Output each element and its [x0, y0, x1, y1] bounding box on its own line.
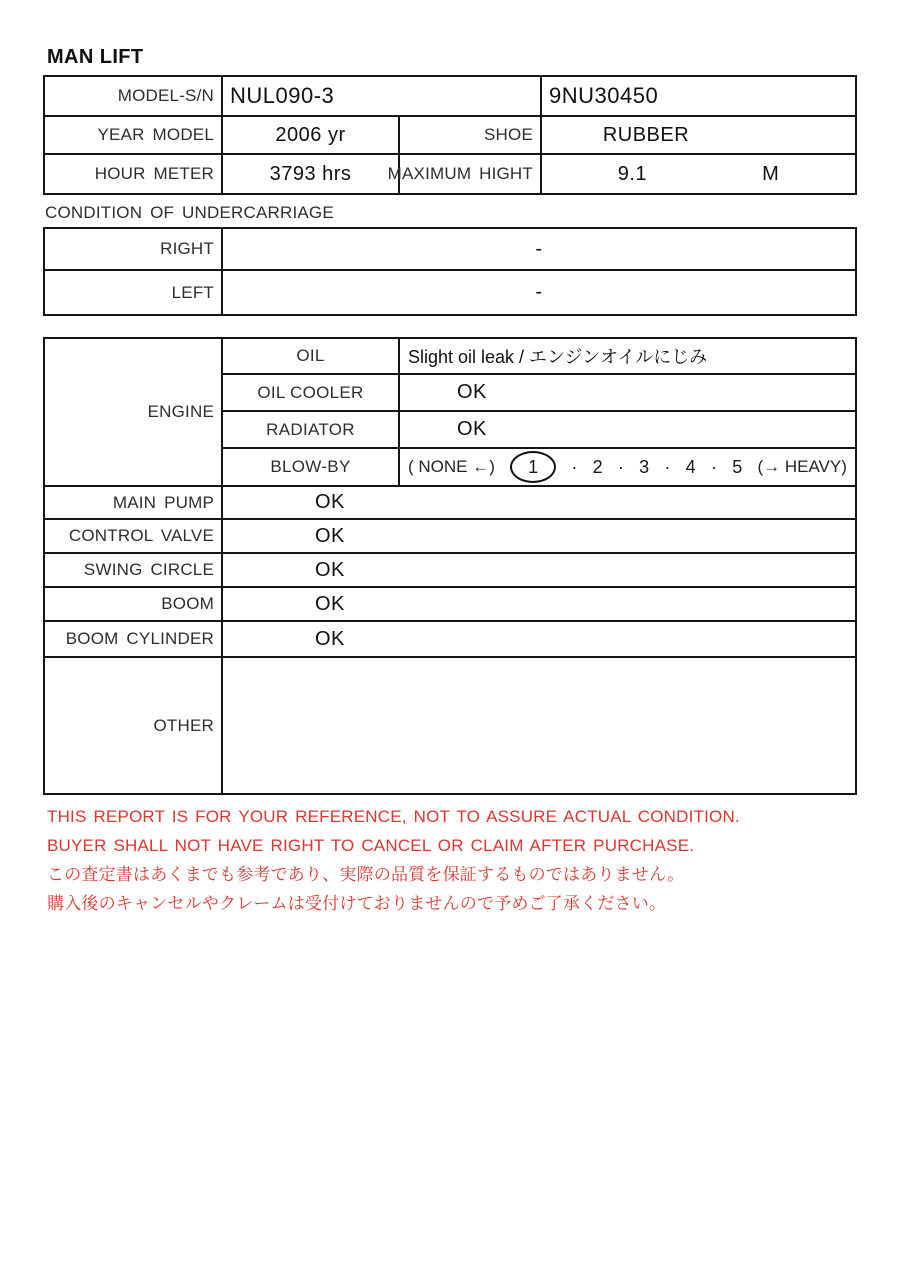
control-valve-label: CONTROL VALVE — [45, 520, 223, 554]
blowby-heavy-label: (→ HEAVY) — [757, 457, 847, 476]
blowby-scale — [400, 449, 855, 487]
max-height-number: 9.1 — [617, 162, 648, 185]
blowby-dot: · — [571, 456, 578, 477]
blowby-dot: · — [710, 456, 717, 477]
spec-table — [43, 75, 857, 195]
undercarriage-left-label: LEFT — [45, 271, 223, 314]
shoe-value: RUBBER — [542, 117, 855, 155]
year-model-value: 2006 yr — [223, 117, 400, 155]
blowby-dot: · — [664, 456, 671, 477]
other-label: OTHER — [45, 658, 223, 793]
blowby-dot: · — [617, 456, 624, 477]
inspection-table — [43, 337, 857, 795]
radiator-value: OK — [400, 412, 855, 449]
max-height-unit: M — [762, 162, 780, 185]
hour-meter-value: 3793 hrs — [223, 155, 400, 193]
blowby-option-5: 5 — [732, 456, 743, 477]
other-value — [223, 658, 855, 793]
hour-meter-label: HOUR METER — [45, 155, 223, 193]
page-title: MAN LIFT — [47, 46, 144, 68]
undercarriage-table — [43, 227, 857, 316]
blowby-option-3: 3 — [639, 456, 650, 477]
blowby-none-label: ( NONE ←) — [408, 457, 495, 476]
disclaimer-line-2: BUYER SHALL NOT HAVE RIGHT TO CANCEL OR CLAIM AFTER PURCHASE. — [47, 836, 695, 855]
max-height-value — [542, 155, 855, 193]
oil-cooler-value: OK — [400, 375, 855, 412]
boom-cylinder-value: OK — [223, 622, 855, 658]
blowby-option-4: 4 — [685, 456, 696, 477]
boom-value: OK — [223, 588, 855, 622]
control-valve-value: OK — [223, 520, 855, 554]
blowby-option-2: 2 — [592, 456, 603, 477]
blowby-selected-circle: 1 — [510, 451, 556, 483]
disclaimer-line-3: この査定書はあくまでも参考であり、実際の品質を保証するものではありません。 — [47, 865, 685, 884]
disclaimer — [47, 802, 740, 918]
main-pump-label: MAIN PUMP — [45, 487, 223, 520]
undercarriage-right-label: RIGHT — [45, 229, 223, 271]
main-pump-value: OK — [223, 487, 855, 520]
boom-label: BOOM — [45, 588, 223, 622]
engine-oil-value: Slight oil leak / エンジンオイルにじみ — [400, 339, 855, 375]
oil-cooler-label: OIL COOLER — [223, 375, 400, 412]
model-value: NUL090-3 — [223, 77, 542, 117]
undercarriage-left-value: - — [535, 281, 543, 303]
disclaimer-line-1: THIS REPORT IS FOR YOUR REFERENCE, NOT TO ASSURE ACTUAL CONDITION. — [47, 807, 740, 826]
swing-circle-label: SWING CIRCLE — [45, 554, 223, 588]
max-height-label: MAXIMUM HIGHT — [400, 155, 542, 193]
boom-cylinder-label: BOOM CYLINDER — [45, 622, 223, 658]
blowby-label: BLOW-BY — [223, 449, 400, 487]
year-model-label: YEAR MODEL — [45, 117, 223, 155]
serial-value: 9NU30450 — [542, 77, 855, 117]
swing-circle-value: OK — [223, 554, 855, 588]
engine-label: ENGINE — [45, 339, 223, 487]
undercarriage-heading: CONDITION OF UNDERCARRIAGE — [45, 203, 334, 222]
undercarriage-right-value: - — [223, 229, 855, 271]
shoe-label: SHOE — [400, 117, 542, 155]
radiator-label: RADIATOR — [223, 412, 400, 449]
model-sn-label: MODEL-S/N — [45, 77, 223, 117]
disclaimer-line-4: 購入後のキャンセルやクレームは受付けておりませんので予めご了承ください。 — [47, 894, 667, 913]
engine-oil-label: OIL — [223, 339, 400, 375]
